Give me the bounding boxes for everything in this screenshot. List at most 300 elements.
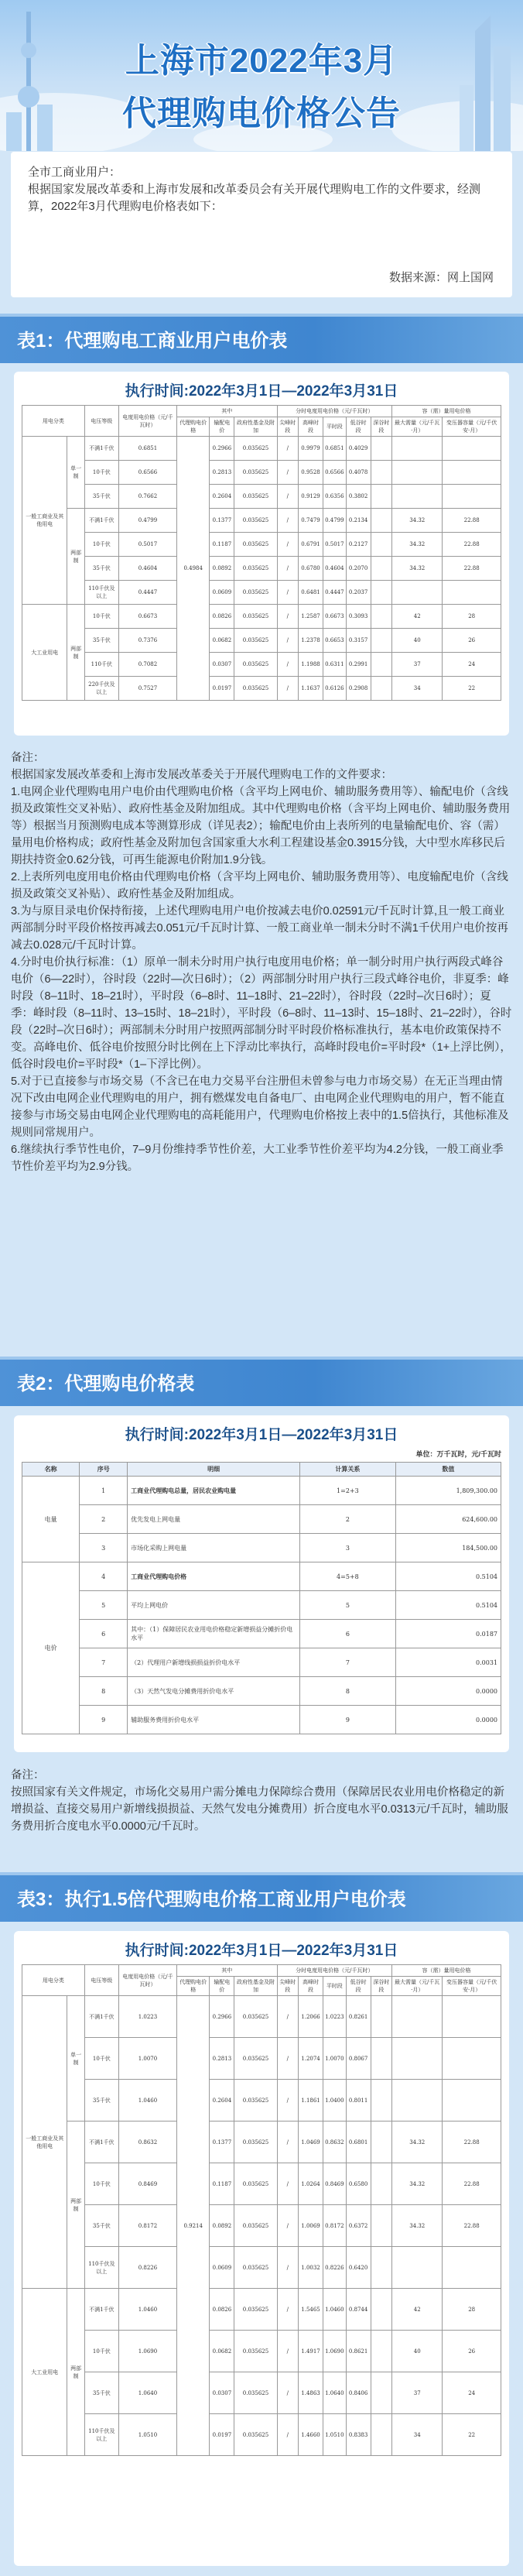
row-maxdemand: 34.32	[392, 2163, 443, 2205]
row-detail: 优先发电上网电量	[128, 1505, 300, 1534]
row-peak: /	[277, 2247, 298, 2289]
table3-card	[14, 1931, 509, 2566]
row-valley: 0.8261	[346, 1996, 371, 2038]
row-deep	[371, 2414, 391, 2456]
row-name: 电量	[22, 1477, 80, 1562]
table-row	[22, 1648, 501, 1677]
row-fund: 0.035625	[234, 2247, 277, 2289]
row-subcategory: 两部制	[67, 2122, 84, 2289]
row-deep	[371, 2080, 391, 2122]
row-maxdemand	[392, 1996, 443, 2038]
col-valley: 低谷时段	[346, 417, 371, 437]
row-transformer: 22	[443, 677, 501, 701]
row-valley: 0.6580	[346, 2163, 371, 2205]
row-maxdemand: 42	[392, 605, 443, 629]
row-price: 0.6566	[118, 461, 176, 485]
row-no: 8	[80, 1677, 128, 1706]
row-flat: 0.6126	[323, 677, 347, 701]
row-flat: 0.4447	[323, 581, 347, 605]
col-capacity: 容（需）量用电价格	[392, 1965, 501, 1977]
row-transformer: 28	[443, 605, 501, 629]
row-calc: 2	[300, 1505, 396, 1534]
table-row	[22, 533, 501, 557]
col-agent: 代理购电价格	[177, 1977, 210, 1996]
col-incl: 其中	[177, 1965, 278, 1977]
row-voltage: 110千伏及以上	[84, 581, 118, 605]
row-deep	[371, 2038, 391, 2080]
row-peak: /	[277, 2122, 298, 2163]
table-row	[22, 1534, 501, 1562]
row-flat: 0.8632	[323, 2122, 347, 2163]
row-flat: 0.6311	[323, 653, 347, 677]
row-maxdemand: 37	[392, 2372, 443, 2414]
row-valley: 0.2991	[346, 653, 371, 677]
col-transformer: 变压器容量（元/千伏安·月）	[443, 1977, 501, 1996]
row-price: 0.4799	[118, 509, 176, 533]
row-tx: 0.2813	[210, 2038, 234, 2080]
row-valley: 0.8406	[346, 2372, 371, 2414]
table-row	[22, 557, 501, 581]
col-incl: 其中	[177, 406, 278, 417]
row-maxdemand: 34.32	[392, 533, 443, 557]
col-price: 电度用电价格（元/千瓦时）	[118, 406, 176, 437]
row-voltage: 35千伏	[84, 485, 118, 509]
row-price: 1.0510	[118, 2414, 176, 2456]
table-row	[22, 581, 501, 605]
row-calc: 3	[300, 1534, 396, 1562]
row-valley: 0.8744	[346, 2289, 371, 2331]
row-maxdemand	[392, 2038, 443, 2080]
table-row	[22, 605, 501, 629]
row-fund: 0.035625	[234, 533, 277, 557]
row-deep	[371, 2122, 391, 2163]
row-price: 0.7082	[118, 653, 176, 677]
data-source: 数据来源：网上国网	[388, 271, 494, 284]
row-price: 1.0640	[118, 2372, 176, 2414]
row-calc: 9	[300, 1706, 396, 1734]
row-fund: 0.035625	[234, 485, 277, 509]
row-fund: 0.035625	[234, 2414, 277, 2456]
row-subcategory: 单一制	[67, 437, 84, 509]
notes-heading: 备注：	[11, 752, 45, 764]
row-value: 0.0187	[395, 1620, 501, 1648]
row-price: 1.0690	[118, 2331, 176, 2372]
row-peak: /	[277, 509, 298, 533]
row-tx: 0.0826	[210, 605, 234, 629]
row-voltage: 10千伏	[84, 2038, 118, 2080]
row-price: 0.6673	[118, 605, 176, 629]
notes-heading: 备注：	[11, 1769, 45, 1782]
row-flat: 0.8469	[323, 2163, 347, 2205]
row-no: 4	[80, 1562, 128, 1591]
row-fund: 0.035625	[234, 605, 277, 629]
row-category: 大工业用电	[22, 605, 67, 701]
note-line: 4.分时电价执行标准：（1）原单一制未分时用户执行电度用电价格；单一制分时用户执行两段式峰谷电价（6—22时），谷时段（22时—次日6时）；（2）两部制分时用户执行三段式峰谷电价，非夏季：峰时段（8–11时、18–21时），平时段（6–8时、11–18时、21–22时），谷时段（22时–次日6时）；夏季：峰时段（8–11时、13–15时、18–21时），平时段（6–8时、11–13时、15–18时、21–22时），谷时段（22时–次日6时）；两部制未分时用户按照两部制分时平时段价格标准执行，基本电价政策保持不变。高峰电价、低谷电价按照分时比例在上下浮动比率执行，高峰时段电价=平时段*（1+上浮比例），低谷时段电价=平时段*（1–下浮比例）。	[11, 956, 512, 1071]
row-transformer	[443, 2038, 501, 2080]
row-calc: 4=5+8	[300, 1562, 396, 1591]
col-transformer: 变压器容量（元/千伏安·月）	[443, 417, 501, 437]
row-deep	[371, 2163, 391, 2205]
row-tx: 0.0609	[210, 2247, 234, 2289]
table-row	[22, 2163, 501, 2205]
row-high: 1.4863	[298, 2372, 323, 2414]
row-deep	[371, 2205, 391, 2247]
table-row	[22, 2289, 501, 2331]
row-voltage: 不满1千伏	[84, 2289, 118, 2331]
row-voltage: 10千伏	[84, 2163, 118, 2205]
row-high: 1.2587	[298, 605, 323, 629]
table-row	[22, 437, 501, 461]
row-transformer: 24	[443, 2372, 501, 2414]
col-high: 高峰时段	[298, 1977, 323, 1996]
col-fund: 政府性基金及附加	[234, 417, 277, 437]
row-fund: 0.035625	[234, 2289, 277, 2331]
row-deep	[371, 605, 391, 629]
table-row	[22, 509, 501, 533]
row-peak: /	[277, 557, 298, 581]
row-valley: 0.4029	[346, 437, 371, 461]
row-calc: 1=2+3	[300, 1477, 396, 1505]
note-line: 按照国家有关文件规定，市场化交易用户需分摊电力保障综合费用（保障居民农业用电价格稳定的新增损益、直接交易用户新增线损损益、天然气发电分摊费用）折合度电水平0.0313元/千瓦时，辅助服务费用折合度电水平0.0000元/千瓦时。	[11, 1786, 508, 1833]
col-capacity: 容（需）量用电价格	[392, 406, 501, 417]
row-price: 1.0223	[118, 1996, 176, 2038]
row-maxdemand	[392, 461, 443, 485]
row-detail: （2）代理用户新增线损损益折价电水平	[128, 1648, 300, 1677]
row-value: 0.5104	[395, 1591, 501, 1620]
table-row	[22, 2205, 501, 2247]
exec-time: 执行时间:2022年3月1日—2022年3月31日	[125, 1943, 398, 1959]
row-high: 1.1637	[298, 677, 323, 701]
row-deep	[371, 485, 391, 509]
note-line: 6.继续执行季节性电价，7–9月份维持季节性价差，大工业季节性价差平均为4.2分钱，一般工商业季节性价差平均为2.9分钱。	[11, 1144, 504, 1173]
row-subcategory: 两部制	[67, 509, 84, 605]
row-maxdemand: 34.32	[392, 509, 443, 533]
row-voltage: 不满1千伏	[84, 1996, 118, 2038]
row-deep	[371, 581, 391, 605]
row-high: 1.1861	[298, 2080, 323, 2122]
row-high: 1.0069	[298, 2205, 323, 2247]
col-flat: 平时段	[323, 417, 347, 437]
col-flat: 平时段	[323, 1977, 347, 1996]
row-value: 0.0031	[395, 1648, 501, 1677]
row-fund: 0.035625	[234, 2080, 277, 2122]
row-high: 0.6791	[298, 533, 323, 557]
col-detail: 明细	[128, 1463, 300, 1477]
row-valley: 0.2127	[346, 533, 371, 557]
table-row	[22, 677, 501, 701]
row-price: 0.4447	[118, 581, 176, 605]
row-tx: 0.0826	[210, 2289, 234, 2331]
row-flat: 1.0400	[323, 2080, 347, 2122]
row-no: 6	[80, 1620, 128, 1648]
table-row	[22, 1677, 501, 1706]
col-tx: 输配电价	[210, 417, 234, 437]
row-high: 0.9528	[298, 461, 323, 485]
row-high: 0.7479	[298, 509, 323, 533]
note-line: 5.对于已直接参与市场交易（不含已在电力交易平台注册但未曾参与电力市场交易）在无正当理由情况下改由电网企业代理购电的用户，拥有燃煤发电自备电厂、由电网企业代理购电的用户，暂不能直接参与市场交易由电网企业代理购电的高耗能用户，代理购电价格按上表中的1.5倍执行，其他标准及规则同常规用户。	[11, 1075, 509, 1139]
row-maxdemand	[392, 581, 443, 605]
col-voltage: 电压等级	[84, 1965, 118, 1996]
row-no: 5	[80, 1591, 128, 1620]
row-flat: 1.0690	[323, 2331, 347, 2372]
section-title: 表1：代理购电工商业用户电价表	[0, 314, 523, 363]
row-maxdemand: 40	[392, 629, 443, 653]
row-tx: 0.2604	[210, 485, 234, 509]
table-row	[22, 1562, 501, 1591]
note-line: 1.电网企业代理购电用户电价由代理购电价格（含平均上网电价、辅助服务费用等）、输配电价（含线损及政策性交叉补贴）、政府性基金及附加组成。其中代理购电价格（含平均上网电价、辅助服务费用等）根据当月预测购电成本等测算形成（详见表2）；输配电价由上表所列的电量输配电价、容（需）量用电价格构成；政府性基金及附加包含国家重大水利工程建设基金0.3915分钱，大中型水库移民后期扶持资金0.62分钱，可再生能源电价附加1.9分钱。	[11, 786, 511, 866]
row-high: 1.2378	[298, 629, 323, 653]
row-agent-price: 0.9214	[177, 1996, 210, 2456]
row-no: 2	[80, 1505, 128, 1534]
row-flat: 0.4604	[323, 557, 347, 581]
table2-card	[14, 1415, 509, 1752]
table-row	[22, 1505, 501, 1534]
row-fund: 0.035625	[234, 461, 277, 485]
row-price: 0.5017	[118, 533, 176, 557]
row-voltage: 220千伏及以上	[84, 677, 118, 701]
col-tx: 输配电价	[210, 1977, 234, 1996]
table-row	[22, 485, 501, 509]
row-valley: 0.3093	[346, 605, 371, 629]
row-flat: 0.6851	[323, 437, 347, 461]
row-deep	[371, 437, 391, 461]
row-flat: 0.6673	[323, 605, 347, 629]
row-fund: 0.035625	[234, 2122, 277, 2163]
row-category: 一般工商业及其他用电	[22, 1996, 67, 2289]
table-row	[22, 1477, 501, 1505]
col-fund: 政府性基金及附加	[234, 1977, 277, 1996]
row-high: 0.9129	[298, 485, 323, 509]
col-deep: 深谷时段	[371, 417, 391, 437]
row-peak: /	[277, 2414, 298, 2456]
row-category: 大工业用电	[22, 2289, 67, 2456]
row-price: 0.7662	[118, 485, 176, 509]
row-value: 1,809,300.00	[395, 1477, 501, 1505]
row-tx: 0.1377	[210, 2122, 234, 2163]
row-tx: 0.2966	[210, 1996, 234, 2038]
notes-2	[11, 1767, 512, 1835]
row-tx: 0.1187	[210, 533, 234, 557]
row-transformer: 26	[443, 629, 501, 653]
row-maxdemand: 34	[392, 2414, 443, 2456]
section-table2	[0, 1357, 523, 1406]
row-maxdemand	[392, 2247, 443, 2289]
col-high: 高峰时段	[298, 417, 323, 437]
row-transformer: 28	[443, 2289, 501, 2331]
row-value: 624,600.00	[395, 1505, 501, 1534]
section-table1	[0, 314, 523, 363]
row-detail: 工商业代理购电价格	[128, 1562, 300, 1591]
row-peak: /	[277, 2080, 298, 2122]
price-table-1	[22, 405, 501, 701]
col-name: 名称	[22, 1463, 80, 1477]
note-line: 3.为与原目录电价保持衔接，上述代理购电用户电价按减去电价0.02591元/千瓦时计算,且一般工商业两部制分时平段价格按再减去0.051元/千瓦时计算、一般工商业单一制未分时不满1千伏用户电价按再减去0.028元/千瓦时计算。	[11, 905, 508, 952]
row-fund: 0.035625	[234, 629, 277, 653]
row-voltage: 不满1千伏	[84, 437, 118, 461]
row-detail: 工商业代理购电总量，居民农业购电量	[128, 1477, 300, 1505]
row-tx: 0.1187	[210, 2163, 234, 2205]
row-peak: /	[277, 2331, 298, 2372]
intro-card	[11, 152, 512, 297]
table-row	[22, 2372, 501, 2414]
row-tx: 0.1377	[210, 509, 234, 533]
row-valley: 0.4078	[346, 461, 371, 485]
exec-time: 执行时间:2022年3月1日—2022年3月31日	[125, 383, 398, 400]
row-high: 1.0032	[298, 2247, 323, 2289]
row-price: 1.0460	[118, 2289, 176, 2331]
table-row	[22, 1996, 501, 2038]
col-maxdemand: 最大需量（元/千瓦·月）	[392, 417, 443, 437]
table-row	[22, 1620, 501, 1648]
table-row	[22, 2122, 501, 2163]
col-tou: 分时电度用电价格（元/千瓦时）	[277, 1965, 392, 1977]
row-fund: 0.035625	[234, 2163, 277, 2205]
row-maxdemand: 34	[392, 677, 443, 701]
section-title: 表3：执行1.5倍代理购电价格工商业用户电价表	[0, 1872, 523, 1922]
row-flat: 0.6566	[323, 461, 347, 485]
row-deep	[371, 461, 391, 485]
row-valley: 0.2070	[346, 557, 371, 581]
row-subcategory: 两部制	[67, 2289, 84, 2456]
row-fund: 0.035625	[234, 2205, 277, 2247]
row-voltage: 35千伏	[84, 557, 118, 581]
unit-label: 单位：万千瓦时，元/千瓦时	[415, 1450, 501, 1458]
row-price: 0.8469	[118, 2163, 176, 2205]
row-fund: 0.035625	[234, 677, 277, 701]
row-transformer: 22	[443, 2414, 501, 2456]
row-fund: 0.035625	[234, 1996, 277, 2038]
row-voltage: 10千伏	[84, 461, 118, 485]
row-name: 电价	[22, 1562, 80, 1734]
row-high: 1.2074	[298, 2038, 323, 2080]
page-title-line1: 上海市2022年3月	[125, 42, 398, 80]
row-voltage: 35千伏	[84, 2205, 118, 2247]
row-fund: 0.035625	[234, 2038, 277, 2080]
row-maxdemand: 34.32	[392, 2122, 443, 2163]
col-deep: 深谷时段	[371, 1977, 391, 1996]
row-valley: 0.8621	[346, 2331, 371, 2372]
row-tx: 0.0682	[210, 629, 234, 653]
row-valley: 0.8067	[346, 2038, 371, 2080]
row-fund: 0.035625	[234, 581, 277, 605]
col-category: 用电分类	[22, 406, 85, 437]
table-row	[22, 2247, 501, 2289]
table-row	[22, 629, 501, 653]
row-value: 0.0000	[395, 1706, 501, 1734]
row-tx: 0.2604	[210, 2080, 234, 2122]
row-transformer	[443, 461, 501, 485]
row-deep	[371, 557, 391, 581]
row-valley: 0.3157	[346, 629, 371, 653]
price-table-2	[22, 1462, 501, 1734]
intro-greeting: 全市工商业用户：	[28, 166, 121, 179]
notes-1	[11, 749, 512, 1175]
row-voltage: 不满1千伏	[84, 2122, 118, 2163]
col-category: 用电分类	[22, 1965, 85, 1996]
row-transformer: 22.88	[443, 509, 501, 533]
header-banner	[0, 0, 523, 151]
row-flat: 1.0640	[323, 2372, 347, 2414]
price-table-3	[22, 1964, 501, 2456]
row-transformer	[443, 2080, 501, 2122]
col-voltage: 电压等级	[84, 406, 118, 437]
row-calc: 5	[300, 1591, 396, 1620]
row-no: 3	[80, 1534, 128, 1562]
row-voltage: 110千伏	[84, 653, 118, 677]
row-value: 184,500.00	[395, 1534, 501, 1562]
row-deep	[371, 1996, 391, 2038]
table-row	[22, 2080, 501, 2122]
row-maxdemand: 34.32	[392, 2205, 443, 2247]
col-no: 序号	[80, 1463, 128, 1477]
row-peak: /	[277, 2163, 298, 2205]
row-price: 0.7376	[118, 629, 176, 653]
row-peak: /	[277, 533, 298, 557]
row-peak: /	[277, 629, 298, 653]
row-subcategory: 单一制	[67, 1996, 84, 2122]
row-transformer	[443, 437, 501, 461]
row-peak: /	[277, 437, 298, 461]
row-high: 1.4917	[298, 2331, 323, 2372]
row-deep	[371, 533, 391, 557]
row-fund: 0.035625	[234, 509, 277, 533]
row-transformer: 22.88	[443, 2122, 501, 2163]
row-high: 1.0469	[298, 2122, 323, 2163]
col-price: 电度用电价格（元/千瓦时）	[118, 1965, 176, 1996]
row-peak: /	[277, 2205, 298, 2247]
row-peak: /	[277, 653, 298, 677]
row-category: 一般工商业及其他用电	[22, 437, 67, 605]
row-detail: 平均上网电价	[128, 1591, 300, 1620]
row-tx: 0.0892	[210, 557, 234, 581]
row-high: 0.6481	[298, 581, 323, 605]
row-voltage: 不满1千伏	[84, 509, 118, 533]
row-valley: 0.6372	[346, 2205, 371, 2247]
row-detail: 辅助服务费用折价电水平	[128, 1706, 300, 1734]
row-tx: 0.0892	[210, 2205, 234, 2247]
section-table3	[0, 1872, 523, 1922]
row-voltage: 35千伏	[84, 2372, 118, 2414]
row-agent-price: 0.4984	[177, 437, 210, 701]
row-fund: 0.035625	[234, 557, 277, 581]
row-voltage: 35千伏	[84, 629, 118, 653]
row-valley: 0.6420	[346, 2247, 371, 2289]
row-tx: 0.0609	[210, 581, 234, 605]
row-deep	[371, 677, 391, 701]
row-no: 1	[80, 1477, 128, 1505]
row-transformer: 24	[443, 653, 501, 677]
row-flat: 0.4799	[323, 509, 347, 533]
row-peak: /	[277, 461, 298, 485]
row-flat: 0.8172	[323, 2205, 347, 2247]
row-price: 1.0460	[118, 2080, 176, 2122]
row-high: 1.2066	[298, 1996, 323, 2038]
row-transformer	[443, 581, 501, 605]
row-peak: /	[277, 2372, 298, 2414]
row-fund: 0.035625	[234, 2331, 277, 2372]
row-no: 9	[80, 1706, 128, 1734]
table1-card	[14, 372, 509, 736]
row-deep	[371, 653, 391, 677]
col-calc: 计算关系	[300, 1463, 396, 1477]
row-peak: /	[277, 605, 298, 629]
table-row	[22, 461, 501, 485]
row-maxdemand: 42	[392, 2289, 443, 2331]
row-transformer	[443, 2247, 501, 2289]
page-title-line2: 代理购电价格公告	[122, 94, 401, 132]
note-line: 根据国家发展改革委和上海市发展改革委关于开展代理购电工作的文件要求：	[11, 769, 392, 781]
row-peak: /	[277, 1996, 298, 2038]
